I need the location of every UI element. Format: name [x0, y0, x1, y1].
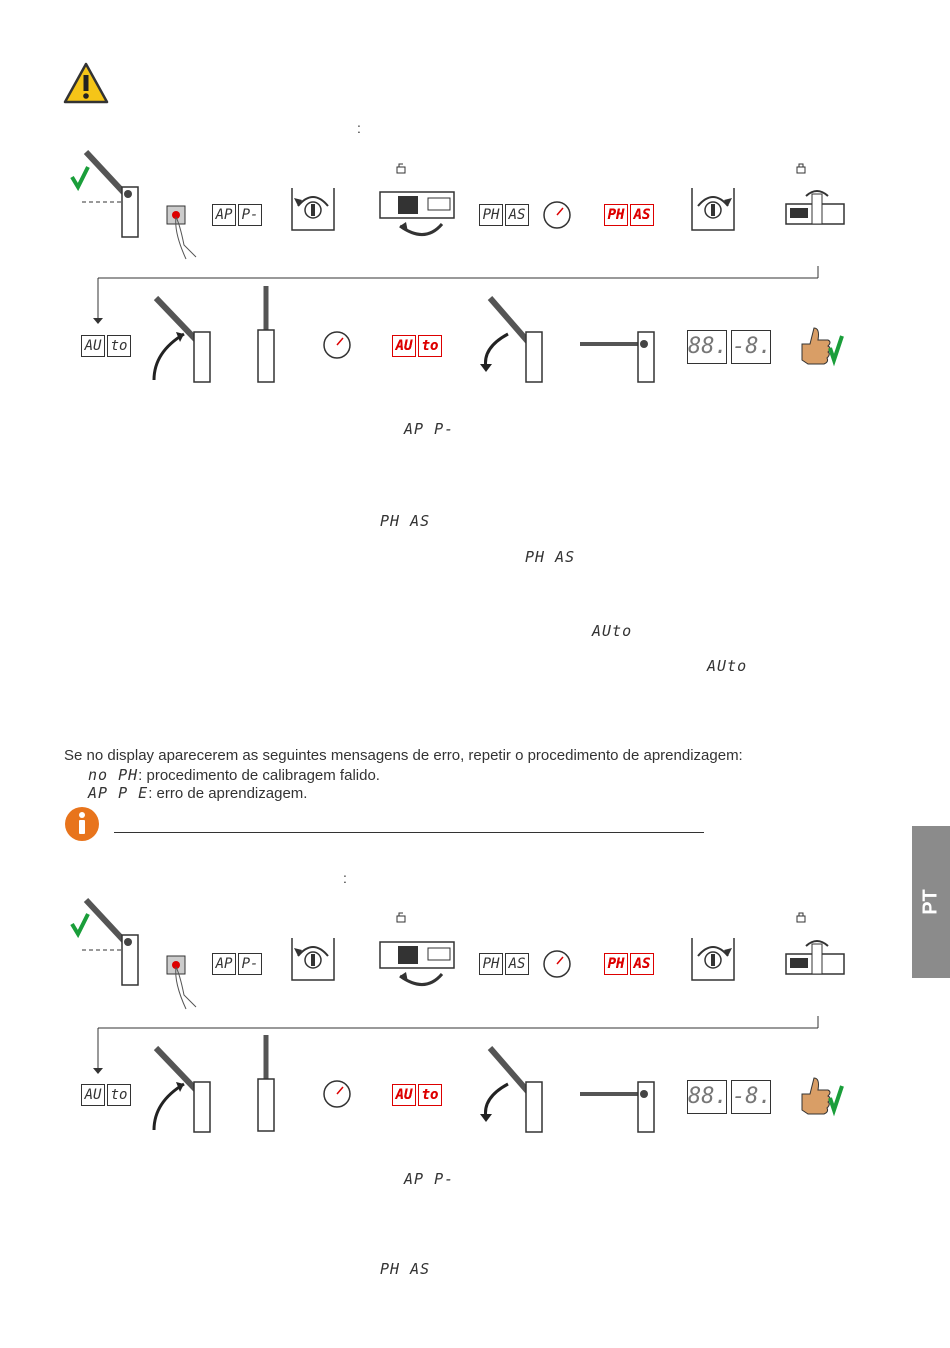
barrier-raised-icon — [82, 150, 142, 240]
info-circle-icon — [64, 806, 100, 842]
lcd-p: P- — [238, 204, 262, 226]
clock-icon — [542, 200, 572, 230]
lcd-as-2: AS — [505, 953, 529, 975]
barrier-vertical-icon — [256, 286, 276, 384]
lcd-as-red-2: AS — [630, 953, 654, 975]
lcd-au-to-blinking — [392, 335, 442, 357]
cover-closed-icon-2 — [784, 936, 846, 982]
lcd-au-2: AU — [81, 1084, 105, 1106]
lcd-ap-p — [212, 204, 262, 226]
lcd-ap-p-2 — [212, 953, 262, 975]
lcd-ap-2: AP — [212, 953, 236, 975]
lcd-ph-red-2: PH — [604, 953, 628, 975]
barrier-closing-icon — [478, 296, 544, 384]
lcd-au-to-2 — [81, 1084, 131, 1106]
clock-icon-3 — [542, 949, 572, 979]
lcd-ph-2: PH — [479, 953, 503, 975]
cover-open-icon — [370, 186, 460, 240]
unlock-icon-2 — [396, 911, 406, 923]
language-tab-label: PT — [919, 889, 942, 915]
lock-cylinder-icon-4 — [688, 936, 738, 982]
lcd-to-2: to — [107, 1084, 131, 1106]
error-code-2: AP P E — [88, 784, 149, 802]
barrier-vertical-icon-2 — [256, 1035, 276, 1133]
cover-closed-icon — [784, 186, 846, 232]
digits-right: -8. — [731, 330, 771, 364]
lcd-as: AS — [505, 204, 529, 226]
digits-left-2: 88. — [687, 1080, 727, 1114]
lcd-au-to — [81, 335, 131, 357]
lcd-au-to-blinking-2 — [392, 1084, 442, 1106]
lcd-ph-as — [479, 204, 529, 226]
lcd-p-2: P- — [238, 953, 262, 975]
error-text-2: : erro de aprendizagem. — [148, 785, 308, 802]
barrier-opening-icon — [150, 296, 212, 384]
lcd-ph: PH — [479, 204, 503, 226]
push-button-icon — [166, 205, 200, 261]
info-divider — [114, 832, 704, 833]
barrier-lowered-icon-2 — [580, 1080, 656, 1134]
display-digits-2 — [687, 1080, 771, 1114]
barrier-lowered-icon — [580, 330, 656, 384]
code-auto-1: AUto — [592, 622, 633, 640]
code-phas-3: PH AS — [380, 1260, 431, 1278]
lcd-ph-as-blinking-2 — [604, 953, 654, 975]
lcd-as-red: AS — [630, 204, 654, 226]
barrier-raised-icon-2 — [82, 898, 142, 988]
colon-mark-2: : — [343, 870, 347, 886]
error-intro: Se no display aparecerem as seguintes mensagens de erro, repetir o procedimento de aprendizagem: — [64, 747, 743, 764]
unlock-icon — [396, 162, 406, 174]
display-digits — [687, 330, 771, 364]
colon-mark-1: : — [357, 120, 361, 136]
cover-open-icon-2 — [370, 936, 460, 990]
language-tab-pt — [912, 826, 950, 978]
lcd-to-red: to — [418, 335, 442, 357]
clock-icon-4 — [322, 1079, 352, 1109]
lcd-to: to — [107, 335, 131, 357]
push-button-icon-2 — [166, 955, 200, 1011]
thumbs-up-icon — [798, 326, 844, 368]
lcd-ph-as-2 — [479, 953, 529, 975]
lcd-au-red-2: AU — [392, 1084, 416, 1106]
lcd-au: AU — [81, 335, 105, 357]
lcd-to-red-2: to — [418, 1084, 442, 1106]
code-phas-1: PH AS — [380, 512, 431, 530]
code-auto-2: AUto — [707, 657, 748, 675]
digits-right-2: -8. — [731, 1080, 771, 1114]
lock-icon-2 — [796, 911, 806, 923]
lcd-ph-as-blinking — [604, 204, 654, 226]
error-item-1 — [88, 766, 380, 785]
lcd-au-red: AU — [392, 335, 416, 357]
thumbs-up-icon-2 — [798, 1076, 844, 1118]
code-app-1: AP P- — [404, 420, 455, 438]
barrier-opening-icon-2 — [150, 1046, 212, 1134]
lock-cylinder-icon — [288, 186, 338, 232]
lcd-ap: AP — [212, 204, 236, 226]
lock-icon — [796, 162, 806, 174]
barrier-closing-icon-2 — [478, 1046, 544, 1134]
error-item-2 — [88, 784, 307, 803]
error-text-1: : procedimento de calibragem falido. — [138, 767, 380, 784]
code-app-2: AP P- — [404, 1170, 455, 1188]
lock-cylinder-icon-3 — [288, 936, 338, 982]
digits-left: 88. — [687, 330, 727, 364]
error-code-1: no PH — [88, 766, 139, 784]
warning-triangle-icon — [63, 62, 109, 104]
lcd-ph-red: PH — [604, 204, 628, 226]
clock-icon-2 — [322, 330, 352, 360]
lock-cylinder-icon-2 — [688, 186, 738, 232]
code-phas-2: PH AS — [525, 548, 576, 566]
